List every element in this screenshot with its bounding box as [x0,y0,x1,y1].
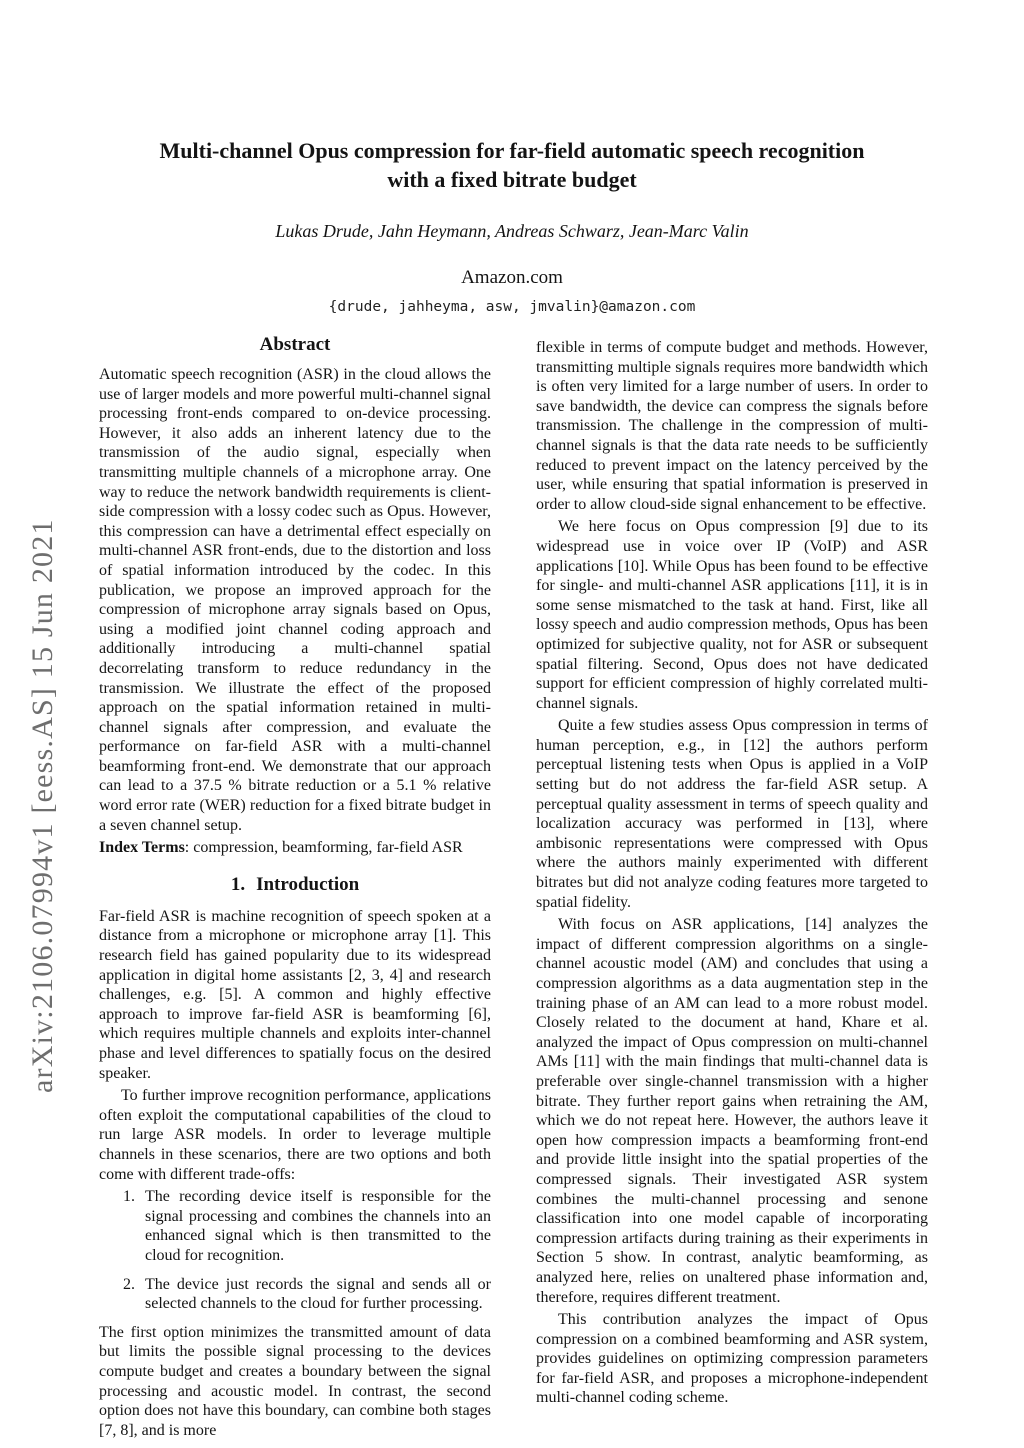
list-item-number: 2. [123,1275,135,1293]
list-item-text: The recording device itself is responsible for the signal processing and combines the channels into an enhanced signal which is then transmitted to the cloud for recognition. [145,1188,491,1264]
title-block [62,136,962,315]
intro-enumerated-list [99,1187,491,1314]
index-terms-line [99,838,491,858]
paper-affiliation: Amazon.com [461,267,563,288]
introduction-heading-text: Introduction [256,873,360,895]
index-terms-text: : compression, beamforming, far-field ASR [184,839,463,857]
right-paragraph-5: This contribution analyzes the impact of Opus compression on a combined beamforming and ASR system, provides guidelines on optimizing compression parameters for far-field ASR, and proposes a microphone-independent multi-channel coding scheme. [536,1311,928,1407]
paper-emails: {drude, jahheyma, asw, jmvalin}@amazon.com [328,299,696,315]
intro-paragraph-1: Far-field ASR is machine recognition of speech spoken at a distance from a microphone or microphone array [1]. This research field has gained popularity due to its widespread application in digital home assistants [2, 3, 4] and research challenges, e.g. [5]. A common and highly effective approach to improve far-field ASR is beamforming [6], which requires multiple channels and exploits inter-channel phase and level differences to spatially focus on the desired speaker. [99,907,491,1082]
paper-title-line-1: Multi-channel Opus compression for far-field automatic speech recognition [159,138,865,163]
introduction-heading [99,873,491,896]
abstract-body: Automatic speech recognition (ASR) in the cloud allows the use of larger models and more powerful multi-channel signal processing front-ends compared to on-device processing. However, it also adds an inherent latency due to the transmission of the audio signal, especially when transmitting multiple channels of a microphone array. One way to reduce the network bandwidth requirements is client-side compression with a lossy codec such as Opus. However, this compression can have a detrimental effect especially on multi-channel ASR front-ends, due to the distortion and loss of spatial information introduced by the codec. In this publication, we propose an improved approach for the compression of microphone array signals based on Opus, using a modified joint channel coding approach and additionally introducing a multi-channel spatial decorrelating transform to reduce redundancy in the transmission. We illustrate the effect of the proposed approach on the spatial information retained in multi-channel signals after compression, and evaluate the performance on far-field ASR with a multi-channel beamforming front-end. We demonstrate that our approach can lead to a 37.5 % bitrate reduction or a 5.1 % relative word error rate (WER) reduction for a fixed bitrate budget in a seven channel setup. [99,366,491,834]
right-paragraph-4: With focus on ASR applications, [14] analyzes the impact of different compression algorithms on a single-channel acoustic model (AM) and concludes that using a compression algorithms as a data augmentation step in the training phase of an AM can lead to a more robust model. Closely related to the document at hand, Khare et al. analyzed the impact of Opus compression on multi-channel AMs [11] with the main findings that multi-channel data is preferable over single-channel transmission with a higher bitrate. They further report gains when retraining the AM, which we do not repeat here. However, the authors leave it open how compression impacts a beamforming front-end and provide little insight into the spatial properties of the compressed signals. Their investigated ASR system combines the multi-channel processing and senone classification into one model capable of incorporating compression artifacts during training as their experiments in Section 5 show. In contrast, analytic beamforming, as analyzed here, relies on unaltered phase information and, therefore, requires different treatment. [536,916,928,1306]
paper-title-line-2: with a fixed bitrate budget [387,167,637,192]
intro-paragraph-2: To further improve recognition performance, applications often exploit the computational capabilities of the cloud to run large ASR models. In order to leverage multiple channels in these scenarios, there are two options and both come with different trade-offs: [99,1087,491,1183]
list-item-number: 1. [123,1188,135,1206]
abstract-heading: Abstract [259,334,331,355]
introduction-heading-number: 1. [230,873,246,895]
right-paragraph-2: We here focus on Opus compression [9] due to its widespread use in voice over IP (VoIP) and ASR applications [10]. While Opus has been found to be effective for single- and multi-channel ASR applications [11], it is in some sense mismatched to the task at hand. First, like all lossy speech and audio compression methods, Opus has been optimized for subjective quality, not for ASR or subsequent spatial filtering. Second, Opus does not have dedicated support for efficient compression of highly correlated multi-channel signals. [536,518,928,712]
paper-authors: Lukas Drude, Jahn Heymann, Andreas Schwarz, Jean-Marc Valin [275,221,749,241]
list-item [99,1275,491,1314]
arxiv-stamp: arXiv:2106.07994v1 [eess.AS] 15 Jun 2021 [26,518,59,1093]
list-item-text: The device just records the signal and sends all or selected channels to the cloud for further processing. [145,1275,491,1313]
left-column [99,333,491,1440]
right-paragraph-1: flexible in terms of compute budget and methods. However, transmitting multiple signals requires more bandwidth which is often very limited for a large number of users. In order to save bandwidth, the device can compress the signals before transmission. The challenge in the compression of multi-channel signals is that the data rate needs to be sufficiently reduced to prevent impact on the latency perceived by the user, while ensuring that spatial information is preserved in order to allow cloud-side signal enhancement to be effective. [536,339,928,513]
index-terms-label: Index Terms [99,839,185,857]
right-column [536,338,928,1408]
intro-paragraph-3: The first option minimizes the transmitted amount of data but limits the possible signal processing to the devices compute budget and creates a boundary between the signal processing and acoustic model. In contrast, the second option does not have this boundary, can combine both stages [7, 8], and is more [99,1323,491,1439]
list-item [99,1187,491,1265]
right-paragraph-3: Quite a few studies assess Opus compression in terms of human perception, e.g., in [12] the authors perform perceptual listening tests when Opus is applied in a VoIP setting but do not address the far-field ASR setup. A perceptual quality assessment in terms of speech quality and localization accuracy was performed in [13], where ambisonic representations were compressed with Opus where the authors mainly experimented with different bitrates but did not analyze coding features more targeted to spatial fidelity. [536,717,928,911]
